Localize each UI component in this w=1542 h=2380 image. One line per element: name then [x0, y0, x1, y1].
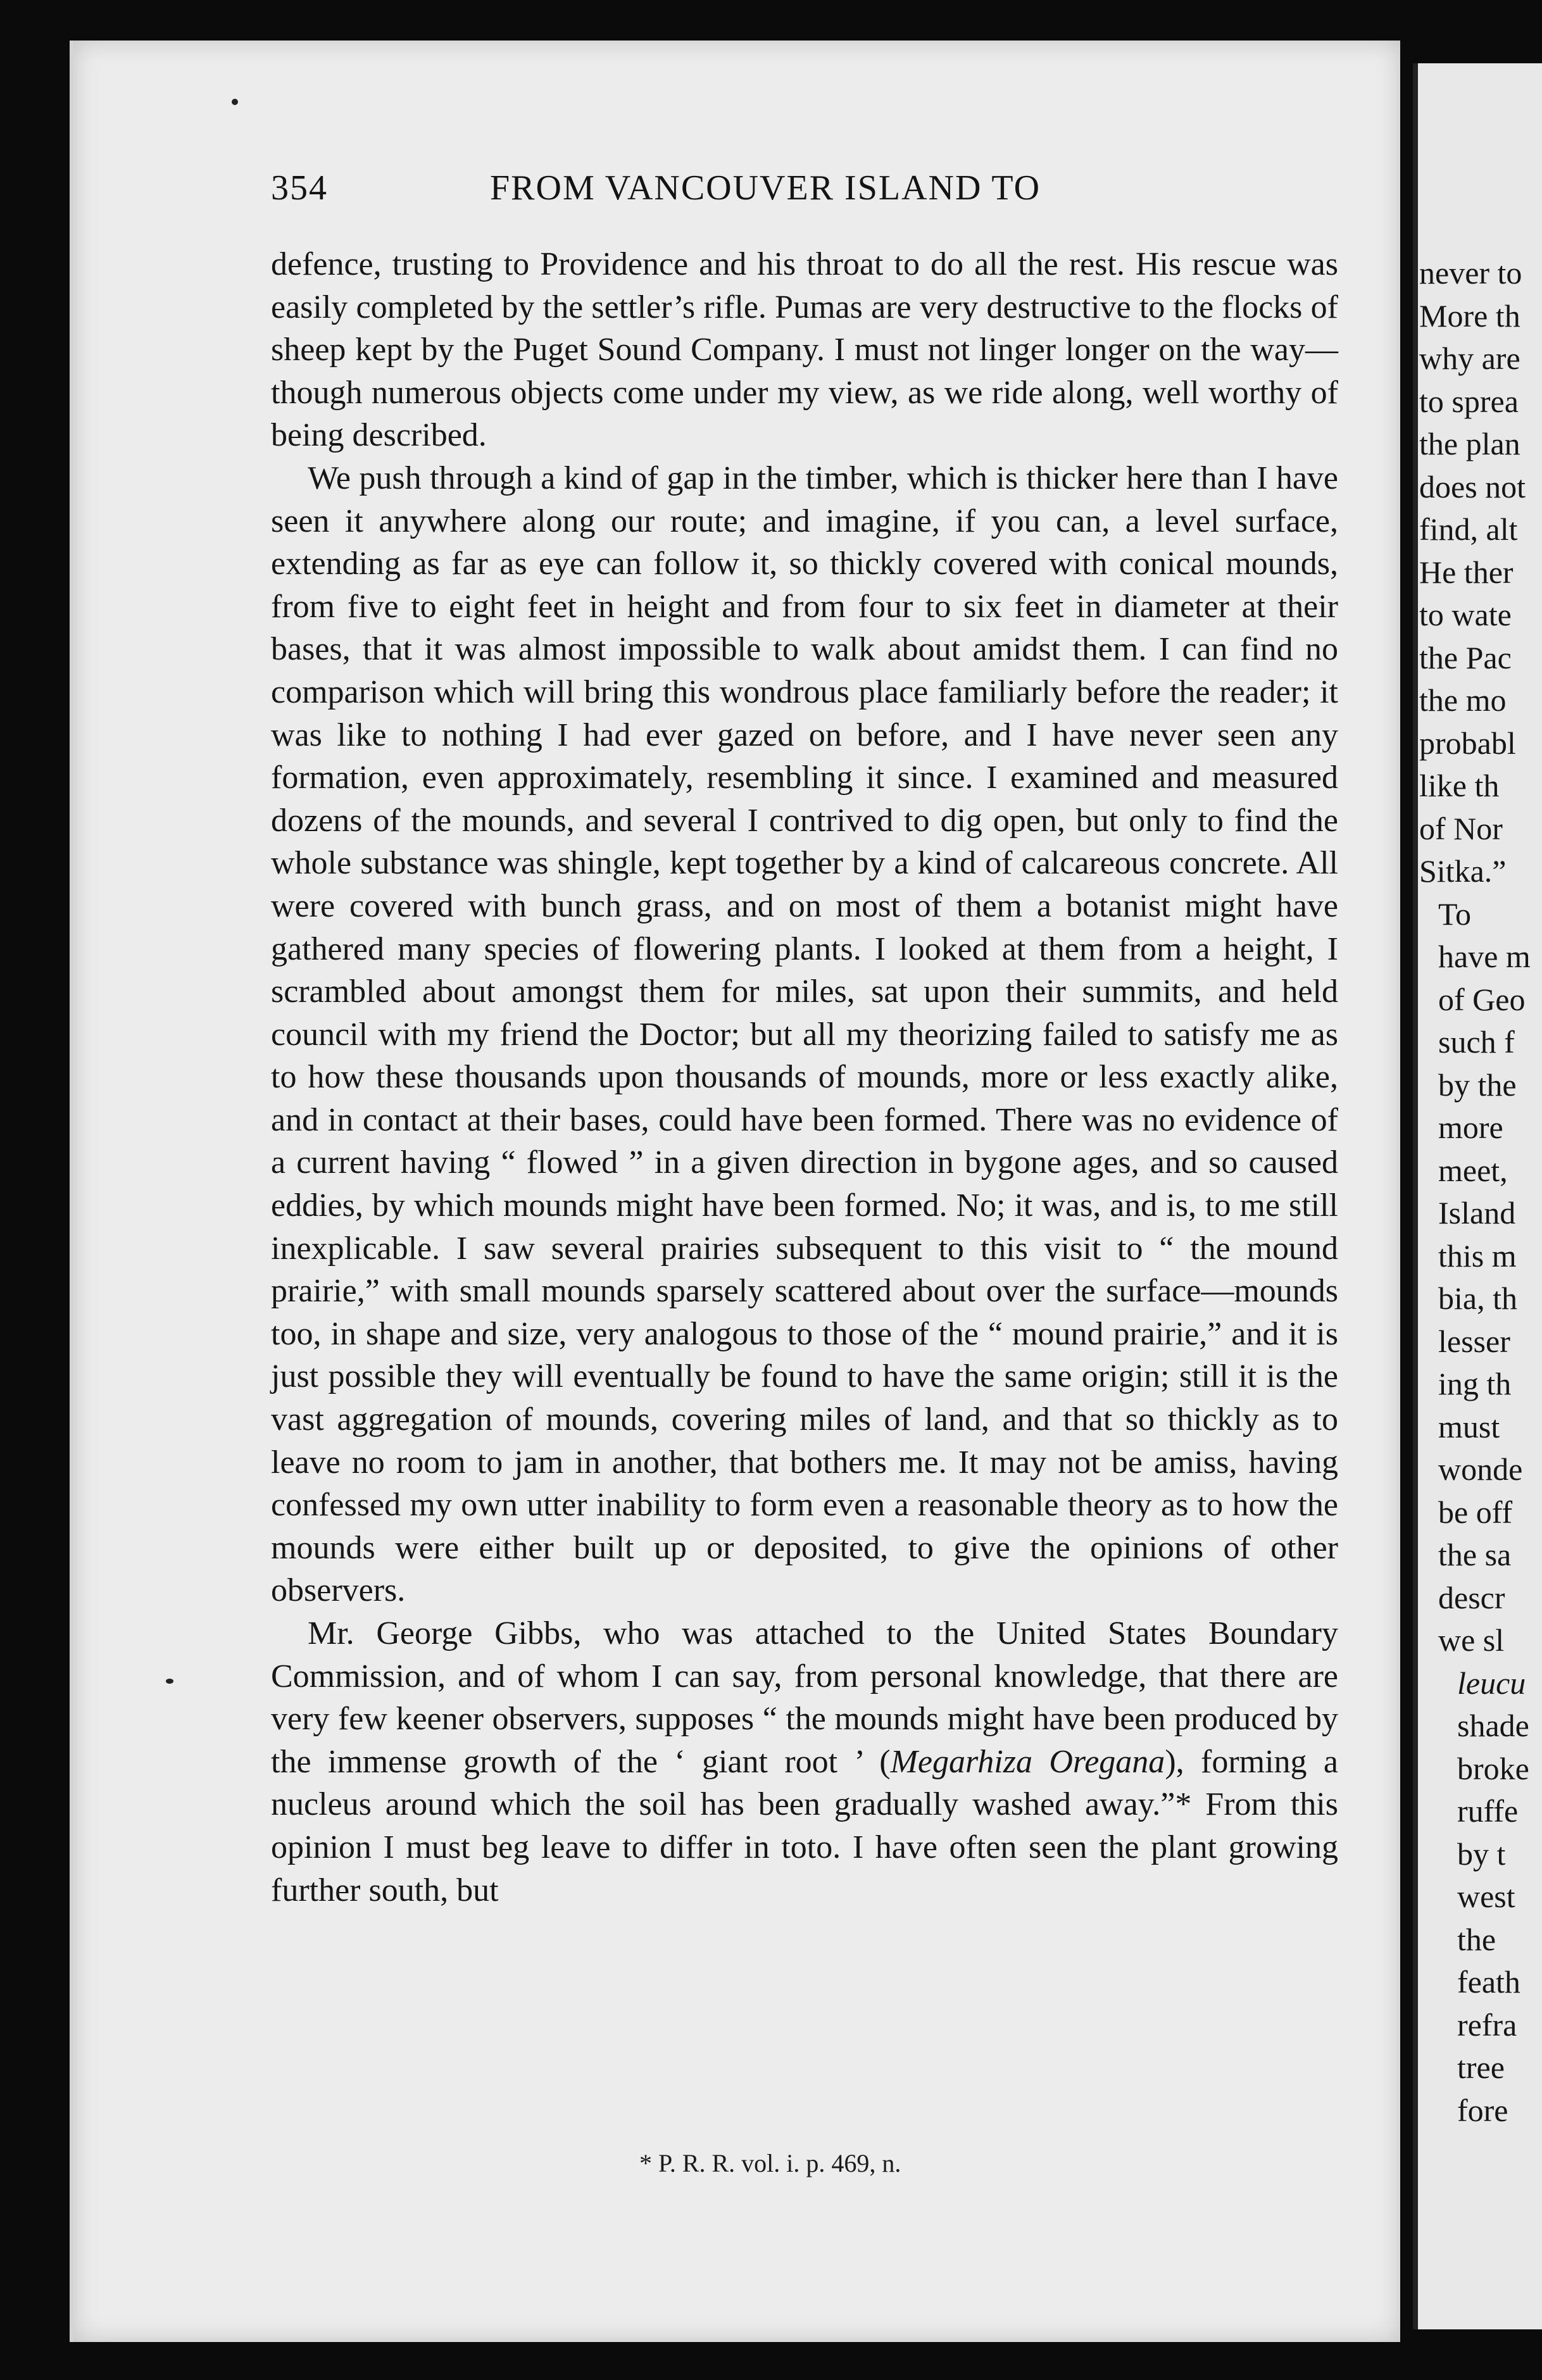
facing-page-line: this m: [1438, 1237, 1517, 1274]
species-name: Megarhiza Oregana: [890, 1743, 1165, 1780]
facing-page-line: west: [1457, 1879, 1515, 1914]
facing-page-line: must: [1438, 1408, 1500, 1444]
facing-page-line: does not: [1419, 468, 1526, 504]
facing-page-line: why are: [1419, 341, 1520, 376]
facing-page-line: ing th: [1438, 1366, 1512, 1401]
facing-page-line: never to: [1419, 255, 1522, 291]
running-title: FROM VANCOUVER ISLAND TO: [490, 168, 1041, 208]
facing-page-line: broke: [1457, 1750, 1529, 1786]
running-header: [271, 166, 1347, 210]
facing-page-line: fore: [1457, 2092, 1508, 2128]
facing-page-line: shade: [1457, 1708, 1529, 1743]
facing-page-line: the plan: [1419, 426, 1520, 461]
facing-page-line: the mo: [1419, 682, 1507, 718]
facing-page-line: of Geo: [1438, 981, 1526, 1017]
facing-page-line: He ther: [1419, 554, 1514, 590]
facing-page-line: the: [1457, 1921, 1496, 1957]
facing-page-line: probabl: [1419, 725, 1516, 761]
facing-page-line: Island: [1438, 1195, 1516, 1231]
facing-page-line: To: [1438, 896, 1472, 932]
facing-page-line: have m: [1438, 939, 1531, 974]
facing-page-line: the sa: [1438, 1537, 1512, 1572]
facing-page-line: by the: [1438, 1067, 1517, 1103]
facing-page-line: ruffe: [1457, 1793, 1519, 1829]
facing-page-line: of Nor: [1419, 810, 1503, 846]
facing-page-line: wonde: [1438, 1451, 1523, 1487]
facing-page-line: lesser: [1438, 1323, 1510, 1359]
footnote: * P. R. R. vol. i. p. 469, n.: [639, 2149, 901, 2177]
facing-page-line: like th: [1419, 768, 1500, 803]
facing-page-line: descr: [1438, 1579, 1505, 1615]
paragraph-gibbs: [271, 1612, 1338, 1912]
ink-speck: [166, 1679, 173, 1684]
ink-speck: [232, 99, 238, 105]
facing-page-line: to sprea: [1419, 383, 1519, 419]
facing-page-text: [1419, 252, 1542, 2132]
facing-page-line: Sitka.”: [1419, 853, 1507, 889]
facing-page-line: we sl: [1438, 1622, 1505, 1658]
facing-page-line: bia, th: [1438, 1281, 1517, 1316]
paragraph-mound-prairie: We push through a kind of gap in the timber, which is thicker here than I have seen it anywhere along our route; and imagine, if you can, a level surface, extending as far as eye can follow it, so thickly covered with conical mounds, from five to eight feet in height and from four to six feet in diameter at their bases, that it was almost impossible to walk about amidst them. I can find no comparison which will bring this wondrous place familiarly before the reader; it was like to nothing I had ever gazed on before, and I have never seen any formation, even approximately, resembling it since. I examined and measured dozens of the mounds, and several I contrived to dig open, but only to find the whole substance was shingle, kept together by a kind of calcareous concrete. All were covered with bunch grass, and on most of them a botanist might have gathered many species of flowering plants. I looked at them from a height, I scrambled about amongst them for miles, sat upon their summits, and held council with my friend the Doctor; but all my theorizing failed to satisfy me as to how these thousands upon thousands of mounds, more or less exactly alike, and in contact at their bases, could have been formed. There was no evidence of a current having “ flowed ” in a given direction in bygone ages, and so caused eddies, by which mounds might have been formed. No; it was, and is, to me still inexplicable. I saw several prairies subsequent to this visit to “ the mound prairie,” with small mounds sparsely scattered about over the surface—mounds too, in shape and size, very analogous to those of the “ mound prairie,” and it is just possible they will eventually be found to have the same origin; still it is the vast aggregation of mounds, covering miles of land, and that so thickly as to leave no room to jam in another, that bothers me. It may not be amiss, having confessed my own utter inability to form even a reasonable theory as to how the mounds were either built up or deposited, to give the opinions of other observers.: [271, 460, 1338, 1609]
facing-page-line: find, alt: [1419, 511, 1518, 547]
facing-page-line: by t: [1457, 1836, 1506, 1872]
facing-page-line: leucu: [1457, 1665, 1526, 1701]
paragraph-gibbs-start: Mr. George Gibbs, who was attached to the United States Boundary Commission, and of whom I can say, from personal knowledge, that there are very few keener observers, supposes “ the mounds might have been produced by the immense growth of the ‘ giant root ’ (: [271, 1615, 1338, 1780]
facing-page-line: feath: [1457, 1964, 1520, 2000]
facing-page-line: such f: [1438, 1024, 1515, 1060]
paragraph-gibbs-end: ), forming a nucleus around which the soil has been gradually washed away.”* From this opinion I must beg leave to differ in toto. I have often seen the plant growing further south, but: [271, 1743, 1338, 1908]
facing-page-line: refra: [1457, 2007, 1517, 2043]
facing-page-line: meet,: [1438, 1152, 1508, 1188]
body-text: [271, 243, 1338, 1912]
facing-page-line: More th: [1419, 298, 1520, 334]
facing-page-line: to wate: [1419, 597, 1512, 632]
facing-page-line: the Pac: [1419, 639, 1512, 675]
facing-page-line: more: [1438, 1110, 1503, 1145]
page-number: 354: [271, 168, 328, 208]
facing-page-line: tree: [1457, 2050, 1505, 2085]
paragraph-continued: defence, trusting to Providence and his throat to do all the rest. His rescue was easily completed by the settler’s rifle. Pumas are very destructive to the flocks of sheep kept by the Puget Sound Company. I must not linger longer on the way—though numerous objects come under my view, as we ride along, well worthy of being described.: [271, 246, 1338, 454]
facing-page-line: be off: [1438, 1494, 1513, 1530]
